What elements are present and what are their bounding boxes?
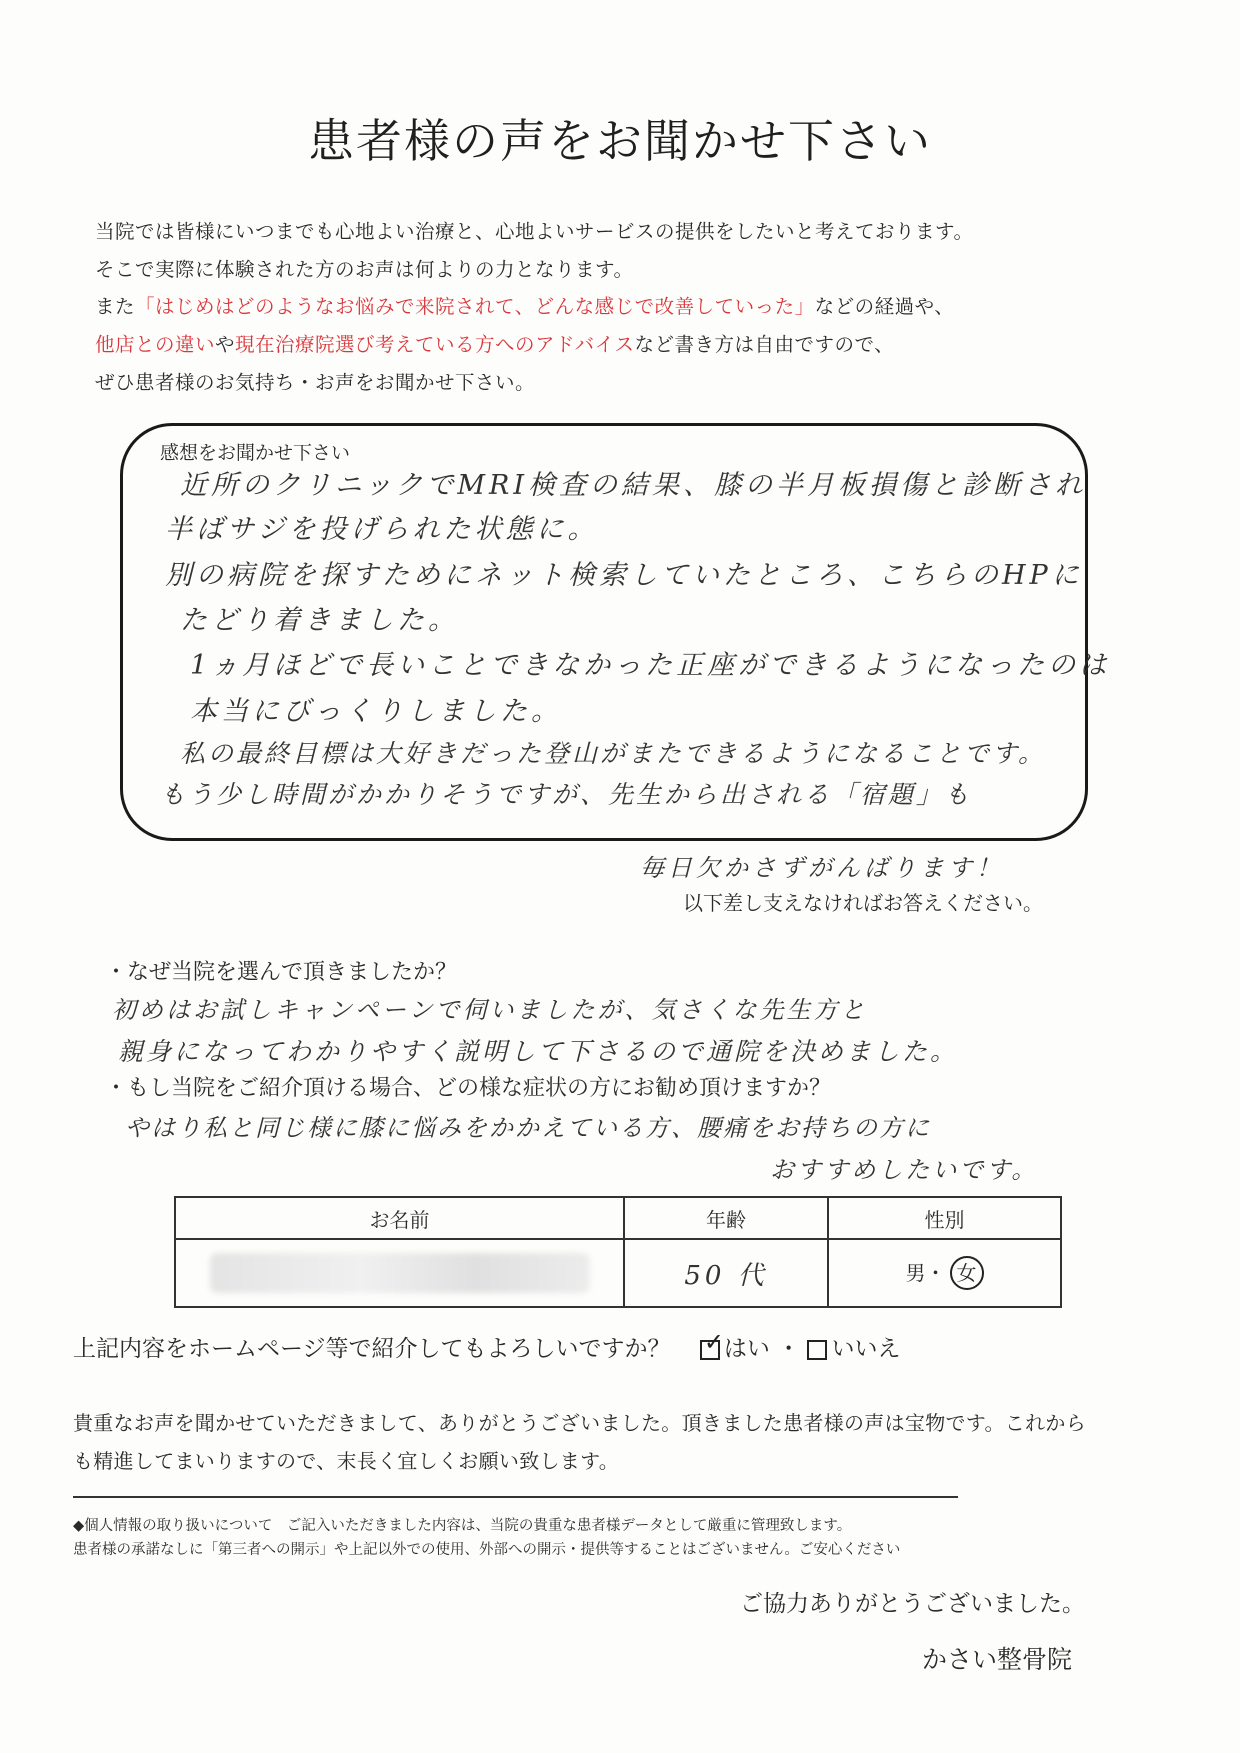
consent-yes-option[interactable] — [700, 1327, 777, 1362]
privacy-notice-line-1: ◆個人情報の取り扱いについて ご記入いただきました内容は、当院の貴重な患者様データとして厳重に管理致します。 — [73, 1518, 852, 1534]
intro-highlight-difference: 他店との違い — [95, 333, 216, 356]
question-1: ・なぜ当院を選んで頂きましたか？ — [105, 960, 458, 985]
gender-cell — [828, 1239, 1061, 1307]
answer-1-line: 親身になってわかりやすく説明して下さるので通院を決めました。 — [118, 1037, 959, 1066]
intro-line-4 — [95, 329, 1155, 357]
privacy-notice-line-2: 患者様の承諾なしに「第三者への開示」や上記以外での使用、外部への開示・提供等することはございません。ご安心ください — [73, 1542, 901, 1558]
consent-row — [73, 1327, 901, 1363]
answer-1-line: 初めはお試しキャンペーンで伺いましたが、気さくな先生方と — [112, 996, 868, 1024]
intro-highlight-progress: 「はじめはどのようなお悩みで来院されて、どんな感じで改善していった」 — [135, 295, 815, 318]
intro-highlight-advice: 現在治療院選び考えている方へのアドバイス — [235, 333, 635, 356]
intro-line-5: ぜひ患者様のお気持ち・お声をお聞かせ下さい。 — [95, 371, 536, 394]
consent-no-checkbox[interactable] — [807, 1340, 827, 1360]
name-header: お名前 — [175, 1197, 624, 1239]
page-title: 患者様の声をお聞かせ下さい — [308, 114, 932, 168]
impression-label: 感想をお聞かせ下さい — [160, 442, 351, 464]
divider — [73, 1496, 958, 1498]
intro-line-3-post: などの経過や、 — [814, 295, 955, 318]
intro-line-4-post: など書き方は自由ですので、 — [634, 333, 895, 356]
intro-line-1: 当院では皆様にいつまでも心地よい治療と、心地よいサービスの提供をしたいと考えております。 — [95, 220, 974, 243]
thanks-line-2: も精進してまいりますので、末長く宜しくお願い致します。 — [73, 1449, 620, 1473]
impression-line: もう少し時間がかかりそうですが、先生から出される「宿題」も — [160, 780, 973, 809]
consent-yes-label: はい — [723, 1336, 770, 1362]
patient-info-table — [174, 1196, 1062, 1308]
consent-question: 上記内容をホームページ等で紹介してもよろしいですか？ — [73, 1336, 671, 1362]
intro-line-2: そこで実際に体験された方のお声は何よりの力となります。 — [95, 258, 634, 281]
question-2: ・もし当院をご紹介頂ける場合、どの様な症状の方にお勧め頂けますか？ — [105, 1076, 832, 1101]
impression-line: 本当にびっくりしました。 — [190, 696, 562, 727]
impression-line: 1ヵ月ほどで長いことできなかった正座ができるようになったのは — [190, 650, 1111, 681]
redacted-name — [210, 1253, 590, 1293]
thanks-line-1: 貴重なお声を聞かせていただきまして、ありがとうございました。頂きました患者様の声は宝物です。これから — [73, 1411, 1086, 1435]
impression-line: 私の最終目標は大好きだった登山がまたできるようになることです。 — [180, 739, 1047, 768]
consent-no-option[interactable] — [800, 1336, 900, 1362]
impression-line: 近所のクリニックでMRI検査の結果、膝の半月板損傷と診断され — [180, 470, 1087, 501]
age-value: 50 代 — [624, 1239, 828, 1307]
consent-no-label: いいえ — [831, 1336, 901, 1362]
age-header: 年齢 — [624, 1197, 828, 1239]
consent-yes-checkbox[interactable] — [700, 1327, 724, 1360]
checkmark-icon: ✓ — [703, 1327, 724, 1356]
name-cell — [175, 1239, 624, 1307]
answer-2-line: やはり私と同じ様に膝に悩みをかかえている方、腰痛をお持ちの方に — [125, 1114, 931, 1142]
answer-2-line: おすすめしたいです。 — [770, 1156, 1039, 1184]
intro-line-3-pre: また — [95, 295, 136, 318]
impression-line: 毎日欠かさずがんばります！ — [640, 854, 1004, 882]
answer-prompt: 以下差し支えなければお答えください。 — [683, 891, 1043, 915]
gender-separator: ・ — [925, 1261, 946, 1285]
closing-message: ご協力ありがとうございました。 — [740, 1591, 1085, 1617]
gender-male: 男 — [905, 1261, 926, 1285]
impression-line: 別の病院を探すためにネット検索していたところ、こちらのHPに — [165, 560, 1083, 591]
impression-line: 半ばサジを投げられた状態に。 — [165, 514, 599, 545]
consent-separator: ・ — [777, 1336, 801, 1362]
intro-line-3 — [95, 291, 1155, 319]
intro-line-4-mid: や — [215, 333, 236, 356]
gender-header: 性別 — [828, 1197, 1061, 1239]
gender-female-circled: 女 — [950, 1256, 984, 1290]
impression-line: たどり着きました。 — [180, 605, 459, 636]
clinic-name: かさい整骨院 — [922, 1645, 1073, 1674]
